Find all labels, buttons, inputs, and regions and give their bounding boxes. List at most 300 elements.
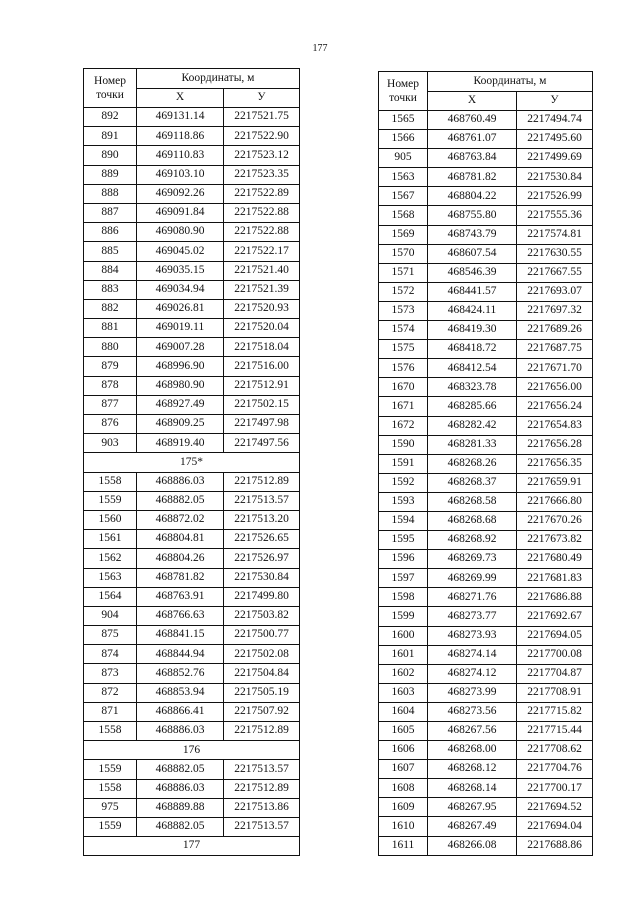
point-number-cell: 871	[84, 702, 137, 721]
table-row	[379, 702, 593, 721]
y-coordinate-cell: 2217574.81	[517, 225, 593, 244]
y-coordinate-cell: 2217555.36	[517, 206, 593, 225]
point-number-cell: 1603	[379, 683, 428, 702]
y-coordinate-cell: 2217500.77	[224, 626, 300, 645]
y-coordinate-cell: 2217513.57	[224, 817, 300, 836]
point-number-cell: 1592	[379, 473, 428, 492]
y-coordinate-cell: 2217513.20	[224, 510, 300, 529]
y-coordinate-cell: 2217715.82	[517, 702, 593, 721]
section-label: 176	[84, 741, 300, 760]
x-coordinate-cell: 468804.81	[137, 530, 224, 549]
point-number-cell: 1575	[379, 340, 428, 359]
header-point-number: Номер точки	[379, 72, 428, 111]
table-row	[379, 741, 593, 760]
x-coordinate-cell: 468804.26	[137, 549, 224, 568]
y-coordinate-cell: 2217708.91	[517, 683, 593, 702]
y-coordinate-cell: 2217520.93	[224, 299, 300, 318]
y-coordinate-cell: 2217688.86	[517, 836, 593, 855]
coordinates-table-right	[378, 71, 593, 856]
header-y: У	[517, 92, 593, 111]
y-coordinate-cell: 2217526.65	[224, 530, 300, 549]
section-label: 175*	[84, 453, 300, 472]
table-row	[379, 473, 593, 492]
point-number-cell: 1605	[379, 722, 428, 741]
y-coordinate-cell: 2217656.00	[517, 378, 593, 397]
y-coordinate-cell: 2217502.08	[224, 645, 300, 664]
x-coordinate-cell: 468267.49	[428, 817, 517, 836]
x-coordinate-cell: 468285.66	[428, 397, 517, 416]
section-row	[84, 741, 300, 760]
table-row	[379, 511, 593, 530]
table-row	[379, 340, 593, 359]
y-coordinate-cell: 2217704.76	[517, 760, 593, 779]
table-row	[84, 261, 300, 280]
header-x: X	[428, 92, 517, 111]
table-row	[84, 760, 300, 779]
x-coordinate-cell: 469007.28	[137, 338, 224, 357]
point-number-cell: 873	[84, 664, 137, 683]
y-coordinate-cell: 2217504.84	[224, 664, 300, 683]
table-row	[84, 549, 300, 568]
point-number-cell: 888	[84, 184, 137, 203]
y-coordinate-cell: 2217689.26	[517, 321, 593, 340]
x-coordinate-cell: 468268.58	[428, 492, 517, 511]
x-coordinate-cell: 468841.15	[137, 626, 224, 645]
table-row	[84, 434, 300, 453]
x-coordinate-cell: 468872.02	[137, 510, 224, 529]
point-number-cell: 975	[84, 798, 137, 817]
point-number-cell: 884	[84, 261, 137, 280]
x-coordinate-cell: 468268.92	[428, 531, 517, 550]
x-coordinate-cell: 468269.73	[428, 550, 517, 569]
point-number-cell: 904	[84, 606, 137, 625]
table-row	[379, 301, 593, 320]
point-number-cell: 1558	[84, 722, 137, 741]
point-number-cell: 1670	[379, 378, 428, 397]
table-row	[84, 395, 300, 414]
table-body-left	[84, 108, 300, 856]
table-row	[379, 645, 593, 664]
point-number-cell: 1672	[379, 416, 428, 435]
x-coordinate-cell: 468268.68	[428, 511, 517, 530]
x-coordinate-cell: 469110.83	[137, 146, 224, 165]
y-coordinate-cell: 2217518.04	[224, 338, 300, 357]
y-coordinate-cell: 2217654.83	[517, 416, 593, 435]
section-row	[84, 837, 300, 856]
table-row	[379, 321, 593, 340]
table-row	[379, 244, 593, 263]
y-coordinate-cell: 2217700.17	[517, 779, 593, 798]
point-number-cell: 1590	[379, 435, 428, 454]
y-coordinate-cell: 2217523.35	[224, 165, 300, 184]
point-number-cell: 1569	[379, 225, 428, 244]
table-row	[379, 607, 593, 626]
point-number-cell: 880	[84, 338, 137, 357]
y-coordinate-cell: 2217512.89	[224, 722, 300, 741]
x-coordinate-cell: 468919.40	[137, 434, 224, 453]
table-row	[84, 319, 300, 338]
point-number-cell: 1597	[379, 569, 428, 588]
y-coordinate-cell: 2217670.26	[517, 511, 593, 530]
x-coordinate-cell: 469092.26	[137, 184, 224, 203]
y-coordinate-cell: 2217513.57	[224, 760, 300, 779]
y-coordinate-cell: 2217526.97	[224, 549, 300, 568]
y-coordinate-cell: 2217521.40	[224, 261, 300, 280]
x-coordinate-cell: 468424.11	[428, 301, 517, 320]
y-coordinate-cell: 2217680.49	[517, 550, 593, 569]
x-coordinate-cell: 468763.91	[137, 587, 224, 606]
table-row	[379, 416, 593, 435]
header-y: У	[224, 89, 300, 108]
y-coordinate-cell: 2217516.00	[224, 357, 300, 376]
x-coordinate-cell: 468886.03	[137, 472, 224, 491]
x-coordinate-cell: 468274.14	[428, 645, 517, 664]
x-coordinate-cell: 468607.54	[428, 244, 517, 263]
y-coordinate-cell: 2217697.32	[517, 301, 593, 320]
y-coordinate-cell: 2217513.57	[224, 491, 300, 510]
table-row	[379, 435, 593, 454]
point-number-cell: 1574	[379, 321, 428, 340]
y-coordinate-cell: 2217522.88	[224, 203, 300, 222]
table-row	[84, 338, 300, 357]
y-coordinate-cell: 2217512.89	[224, 779, 300, 798]
y-coordinate-cell: 2217530.84	[517, 168, 593, 187]
table-row	[379, 168, 593, 187]
x-coordinate-cell: 468781.82	[428, 168, 517, 187]
point-number-cell: 1558	[84, 472, 137, 491]
table-row	[84, 568, 300, 587]
table-row	[379, 626, 593, 645]
x-coordinate-cell: 468763.84	[428, 149, 517, 168]
x-coordinate-cell: 468781.82	[137, 568, 224, 587]
x-coordinate-cell: 468980.90	[137, 376, 224, 395]
y-coordinate-cell: 2217523.12	[224, 146, 300, 165]
point-number-cell: 1568	[379, 206, 428, 225]
x-coordinate-cell: 469103.10	[137, 165, 224, 184]
y-coordinate-cell: 2217502.15	[224, 395, 300, 414]
table-row	[84, 280, 300, 299]
point-number-cell: 1609	[379, 798, 428, 817]
point-number-cell: 1563	[379, 168, 428, 187]
x-coordinate-cell: 468281.33	[428, 435, 517, 454]
point-number-cell: 890	[84, 146, 137, 165]
point-number-cell: 883	[84, 280, 137, 299]
table-row	[379, 817, 593, 836]
y-coordinate-cell: 2217704.87	[517, 664, 593, 683]
x-coordinate-cell: 468441.57	[428, 282, 517, 301]
table-row	[379, 263, 593, 282]
x-coordinate-cell: 469080.90	[137, 223, 224, 242]
table-row	[379, 149, 593, 168]
x-coordinate-cell: 468268.37	[428, 473, 517, 492]
table-row	[84, 165, 300, 184]
y-coordinate-cell: 2217499.80	[224, 587, 300, 606]
point-number-cell: 1596	[379, 550, 428, 569]
table-row	[379, 378, 593, 397]
table-row	[379, 454, 593, 473]
point-number-cell: 886	[84, 223, 137, 242]
point-number-cell: 1561	[84, 530, 137, 549]
point-number-cell: 889	[84, 165, 137, 184]
point-number-cell: 1571	[379, 263, 428, 282]
point-number-cell: 1671	[379, 397, 428, 416]
x-coordinate-cell: 469035.15	[137, 261, 224, 280]
x-coordinate-cell: 468546.39	[428, 263, 517, 282]
y-coordinate-cell: 2217512.91	[224, 376, 300, 395]
point-number-cell: 1559	[84, 491, 137, 510]
point-number-cell: 1564	[84, 587, 137, 606]
y-coordinate-cell: 2217499.69	[517, 149, 593, 168]
table-row	[379, 531, 593, 550]
point-number-cell: 1610	[379, 817, 428, 836]
point-number-cell: 879	[84, 357, 137, 376]
x-coordinate-cell: 468766.63	[137, 606, 224, 625]
x-coordinate-cell: 468268.26	[428, 454, 517, 473]
point-number-cell: 905	[379, 149, 428, 168]
point-number-cell: 882	[84, 299, 137, 318]
table-row	[84, 184, 300, 203]
point-number-cell: 881	[84, 319, 137, 338]
point-number-cell: 877	[84, 395, 137, 414]
y-coordinate-cell: 2217512.89	[224, 472, 300, 491]
point-number-cell: 1567	[379, 187, 428, 206]
y-coordinate-cell: 2217659.91	[517, 473, 593, 492]
point-number-cell: 891	[84, 127, 137, 146]
table-row	[379, 282, 593, 301]
point-number-cell: 1601	[379, 645, 428, 664]
table-row	[379, 779, 593, 798]
table-row	[379, 187, 593, 206]
y-coordinate-cell: 2217522.88	[224, 223, 300, 242]
header-coordinates: Координаты, м	[137, 69, 300, 89]
table-row	[84, 223, 300, 242]
y-coordinate-cell: 2217530.84	[224, 568, 300, 587]
table-row	[84, 146, 300, 165]
table-row	[84, 645, 300, 664]
x-coordinate-cell: 468271.76	[428, 588, 517, 607]
x-coordinate-cell: 469091.84	[137, 203, 224, 222]
y-coordinate-cell: 2217686.88	[517, 588, 593, 607]
table-row	[84, 299, 300, 318]
y-coordinate-cell: 2217497.98	[224, 415, 300, 434]
x-coordinate-cell: 468273.99	[428, 683, 517, 702]
point-number-cell: 1611	[379, 836, 428, 855]
x-coordinate-cell: 468273.77	[428, 607, 517, 626]
point-number-cell: 1558	[84, 779, 137, 798]
x-coordinate-cell: 468852.76	[137, 664, 224, 683]
point-number-cell: 887	[84, 203, 137, 222]
x-coordinate-cell: 468760.49	[428, 111, 517, 130]
x-coordinate-cell: 468282.42	[428, 416, 517, 435]
x-coordinate-cell: 468267.56	[428, 722, 517, 741]
table-row	[379, 111, 593, 130]
point-number-cell: 1559	[84, 760, 137, 779]
table-row	[84, 798, 300, 817]
table-row	[379, 588, 593, 607]
x-coordinate-cell: 468882.05	[137, 491, 224, 510]
point-number-cell: 885	[84, 242, 137, 261]
table-row	[84, 722, 300, 741]
x-coordinate-cell: 468996.90	[137, 357, 224, 376]
x-coordinate-cell: 468761.07	[428, 130, 517, 149]
table-row	[379, 397, 593, 416]
y-coordinate-cell: 2217526.99	[517, 187, 593, 206]
table-row	[379, 225, 593, 244]
point-number-cell: 1573	[379, 301, 428, 320]
x-coordinate-cell: 468269.99	[428, 569, 517, 588]
table-row	[84, 491, 300, 510]
point-number-cell: 876	[84, 415, 137, 434]
y-coordinate-cell: 2217630.55	[517, 244, 593, 263]
x-coordinate-cell: 468927.49	[137, 395, 224, 414]
table-row	[84, 510, 300, 529]
table-body-right	[379, 111, 593, 856]
table-row	[84, 127, 300, 146]
x-coordinate-cell: 468323.78	[428, 378, 517, 397]
section-row	[84, 453, 300, 472]
x-coordinate-cell: 468889.88	[137, 798, 224, 817]
x-coordinate-cell: 468886.03	[137, 779, 224, 798]
point-number-cell: 1566	[379, 130, 428, 149]
table-row	[84, 203, 300, 222]
y-coordinate-cell: 2217671.70	[517, 359, 593, 378]
table-row	[379, 683, 593, 702]
y-coordinate-cell: 2217667.55	[517, 263, 593, 282]
point-number-cell: 1591	[379, 454, 428, 473]
x-coordinate-cell: 468866.41	[137, 702, 224, 721]
table-row	[84, 683, 300, 702]
point-number-cell: 875	[84, 626, 137, 645]
x-coordinate-cell: 469118.86	[137, 127, 224, 146]
point-number-cell: 1570	[379, 244, 428, 263]
point-number-cell: 872	[84, 683, 137, 702]
table-row	[379, 130, 593, 149]
y-coordinate-cell: 2217687.75	[517, 340, 593, 359]
table-row	[379, 722, 593, 741]
y-coordinate-cell: 2217656.35	[517, 454, 593, 473]
table-row	[379, 760, 593, 779]
y-coordinate-cell: 2217522.89	[224, 184, 300, 203]
y-coordinate-cell: 2217522.17	[224, 242, 300, 261]
x-coordinate-cell: 468273.56	[428, 702, 517, 721]
coordinates-table-left	[83, 68, 300, 856]
point-number-cell: 1576	[379, 359, 428, 378]
x-coordinate-cell: 468412.54	[428, 359, 517, 378]
x-coordinate-cell: 468274.12	[428, 664, 517, 683]
table-row	[379, 206, 593, 225]
table-row	[84, 357, 300, 376]
table-row	[84, 530, 300, 549]
x-coordinate-cell: 469045.02	[137, 242, 224, 261]
x-coordinate-cell: 469026.81	[137, 299, 224, 318]
point-number-cell: 1595	[379, 531, 428, 550]
x-coordinate-cell: 469034.94	[137, 280, 224, 299]
x-coordinate-cell: 468804.22	[428, 187, 517, 206]
y-coordinate-cell: 2217673.82	[517, 531, 593, 550]
point-number-cell: 903	[84, 434, 137, 453]
table-row	[84, 626, 300, 645]
table-row	[84, 108, 300, 127]
point-number-cell: 1604	[379, 702, 428, 721]
x-coordinate-cell: 469019.11	[137, 319, 224, 338]
table-row	[379, 359, 593, 378]
table-row	[379, 550, 593, 569]
x-coordinate-cell: 468268.14	[428, 779, 517, 798]
point-number-cell: 1593	[379, 492, 428, 511]
y-coordinate-cell: 2217694.04	[517, 817, 593, 836]
point-number-cell: 874	[84, 645, 137, 664]
point-number-cell: 1565	[379, 111, 428, 130]
x-coordinate-cell: 468886.03	[137, 722, 224, 741]
y-coordinate-cell: 2217497.56	[224, 434, 300, 453]
x-coordinate-cell: 468267.95	[428, 798, 517, 817]
table-row	[84, 606, 300, 625]
table-row	[379, 664, 593, 683]
point-number-cell: 1572	[379, 282, 428, 301]
y-coordinate-cell: 2217521.75	[224, 108, 300, 127]
header-coordinates: Координаты, м	[428, 72, 593, 92]
point-number-cell: 1594	[379, 511, 428, 530]
point-number-cell: 878	[84, 376, 137, 395]
y-coordinate-cell: 2217666.80	[517, 492, 593, 511]
table-row	[84, 779, 300, 798]
table-row	[84, 472, 300, 491]
x-coordinate-cell: 468419.30	[428, 321, 517, 340]
table-row	[84, 664, 300, 683]
y-coordinate-cell: 2217495.60	[517, 130, 593, 149]
point-number-cell: 1608	[379, 779, 428, 798]
table-row	[379, 492, 593, 511]
point-number-cell: 1607	[379, 760, 428, 779]
y-coordinate-cell: 2217656.28	[517, 435, 593, 454]
x-coordinate-cell: 469131.14	[137, 108, 224, 127]
x-coordinate-cell: 468882.05	[137, 817, 224, 836]
point-number-cell: 1606	[379, 741, 428, 760]
y-coordinate-cell: 2217715.44	[517, 722, 593, 741]
point-number-cell: 1559	[84, 817, 137, 836]
table-row	[379, 836, 593, 855]
y-coordinate-cell: 2217694.05	[517, 626, 593, 645]
y-coordinate-cell: 2217656.24	[517, 397, 593, 416]
point-number-cell: 1602	[379, 664, 428, 683]
point-number-cell: 1563	[84, 568, 137, 587]
y-coordinate-cell: 2217505.19	[224, 683, 300, 702]
table-row	[84, 817, 300, 836]
table-row	[379, 569, 593, 588]
x-coordinate-cell: 468268.12	[428, 760, 517, 779]
x-coordinate-cell: 468844.94	[137, 645, 224, 664]
x-coordinate-cell: 468853.94	[137, 683, 224, 702]
table-row	[84, 702, 300, 721]
y-coordinate-cell: 2217700.08	[517, 645, 593, 664]
y-coordinate-cell: 2217692.67	[517, 607, 593, 626]
y-coordinate-cell: 2217503.82	[224, 606, 300, 625]
y-coordinate-cell: 2217513.86	[224, 798, 300, 817]
x-coordinate-cell: 468755.80	[428, 206, 517, 225]
header-point-number: Номер точки	[84, 69, 137, 108]
table-row	[379, 798, 593, 817]
x-coordinate-cell: 468909.25	[137, 415, 224, 434]
x-coordinate-cell: 468743.79	[428, 225, 517, 244]
table-row	[84, 587, 300, 606]
y-coordinate-cell: 2217693.07	[517, 282, 593, 301]
header-x: X	[137, 89, 224, 108]
y-coordinate-cell: 2217507.92	[224, 702, 300, 721]
y-coordinate-cell: 2217708.62	[517, 741, 593, 760]
point-number-cell: 1560	[84, 510, 137, 529]
y-coordinate-cell: 2217522.90	[224, 127, 300, 146]
x-coordinate-cell: 468418.72	[428, 340, 517, 359]
